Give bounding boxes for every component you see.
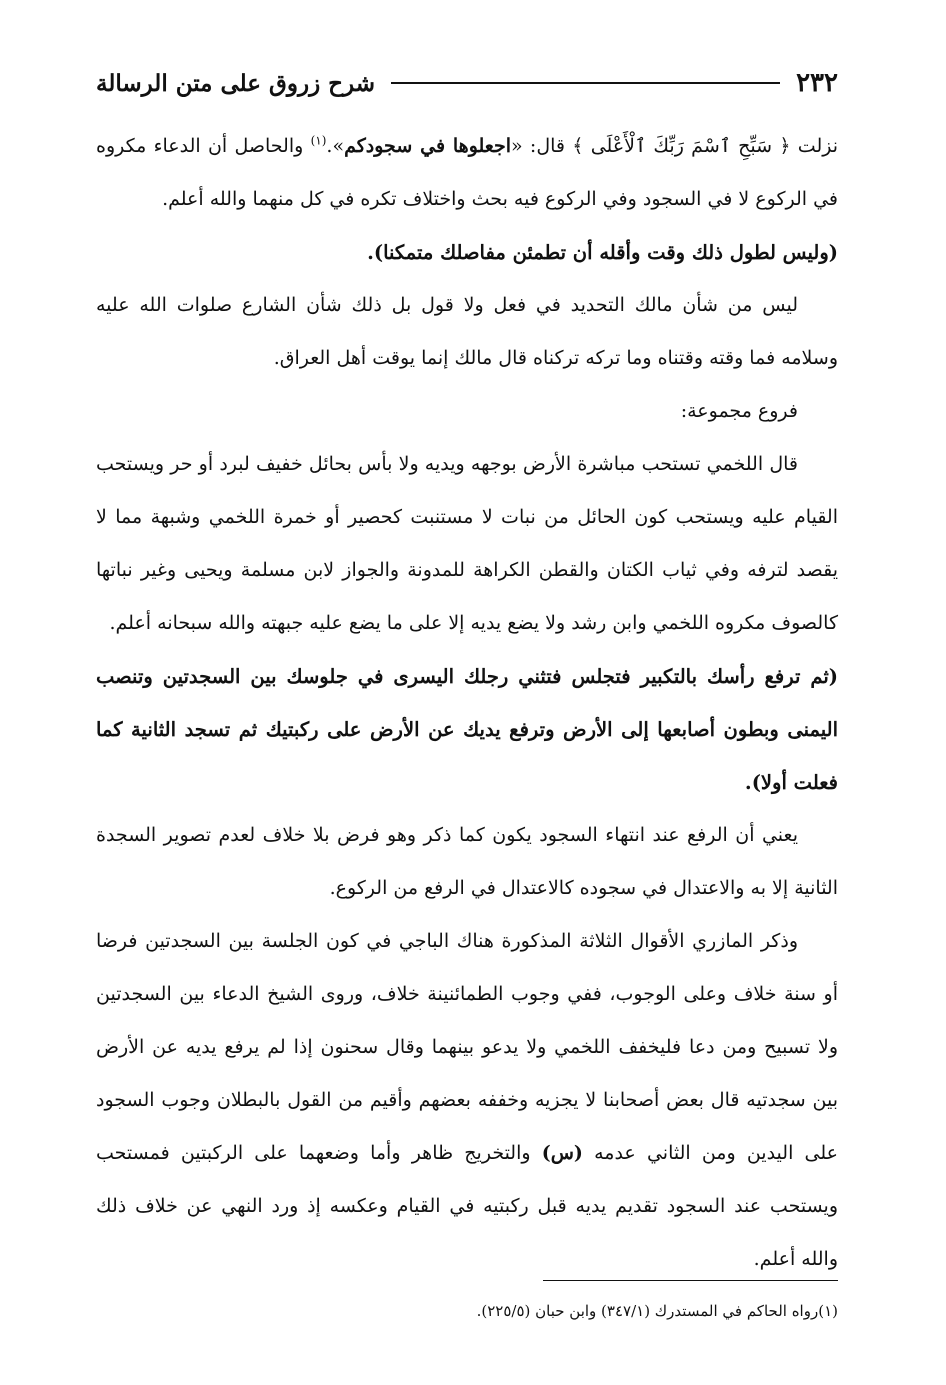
matn-text-1: (وليس لطول ذلك وقت وأقله أن تطمئن مفاصلك متمكنا).	[367, 241, 838, 264]
paragraph-mazari	[96, 915, 838, 1286]
body-text	[96, 120, 838, 1286]
book-title: شرح زروق على متن الرسالة	[96, 69, 375, 97]
page-number: ٢٣٢	[796, 68, 838, 98]
paragraph-malik-timing: ليس من شأن مالك التحديد في فعل ولا قول بل ذلك شأن الشارع صلوات الله عليه وسلامه فما وقته وقتناه وما تركه تركناه قال مالك إنما يوقت أهل العراق.	[96, 294, 838, 369]
footnote: (١)رواه الحاكم في المستدرك (٣٤٧/١) وابن حبان (٢٢٥/٥).	[476, 1302, 838, 1320]
paragraph-1-close: ».	[326, 135, 345, 157]
header-rule	[391, 82, 780, 84]
paragraph-1-start: نزلت ﴿ سَبِّحِ ٱسْمَ رَبِّكَ ٱلْأَعْلَى ﴾ قال: «	[511, 135, 839, 157]
paragraph-1-rest: والحاصل أن الدعاء مكروه في الركوع لا في السجود وفي الركوع فيه بحث واختلاف تكره في كل منهما والله أعلم.	[96, 135, 838, 210]
footnote-reference: (١)	[310, 133, 327, 148]
hadith-quote: اجعلوها في سجودكم	[344, 135, 511, 157]
matn-text-2: (ثم ترفع رأسك بالتكبير فتجلس فتثني رجلك اليسرى في جلوسك بين السجدتين وتنصب اليمنى وبطون أصابعها إلى الأرض وترفع يديك عن الأرض على ركبتيك ثم تسجد الثانية كما فعلت أولا).	[96, 665, 838, 794]
paragraph-lakhmi: قال اللخمي تستحب مباشرة الأرض بوجهه ويديه ولا بأس بحائل خفيف لبرد أو حر ويستحب القيام عليه ويستحب كون الحائل من نبات لا مستنبت كحصير أو خمرة اللخمي وشبهة مما لا يقصد لترفه وفي ثياب الكتان والقطن الكراهة للمدونة والجواز لابن مسلمة ويحيى وغير نباتها كالصوف مكروه اللخمي وابن رشد ولا يضع يديه إلا على ما يضع عليه جبهته والله سبحانه أعلم.	[96, 453, 838, 634]
paragraph-raising-from-sujood: يعني أن الرفع عند انتهاء السجود يكون كما ذكر وهو فرض بلا خلاف لعدم تصوير السجدة الثانية إلا به والاعتدال في سجوده كالاعتدال في الرفع من الركوع.	[96, 824, 838, 899]
running-header	[96, 60, 838, 106]
book-page	[96, 60, 838, 1350]
marker-sin: (س)	[541, 1142, 583, 1164]
paragraph-dua-in-rukoo	[96, 120, 838, 226]
paragraph-6-part-a: وذكر المازري الأقوال الثلاثة المذكورة هناك الباجي في كون الجلسة بين السجدتين فرضا أو سنة خلاف وعلى الوجوب، ففي وجوب الطمائنينة خلاف، وروى الشيخ الدعاء بين السجدتين ولا تسبيح ومن دعا فليخفف اللخمي ولا يدعو بينهما وقال سحنون إذا لم يرفع يديه عن الأرض بين سجدتيه قال بعض أصحابنا لا يجزيه وخففه بعضهم وأقيم من القول بالبطلان وجوب السجود على اليدين ومن الثاني عدمه	[96, 930, 838, 1164]
footnote-rule	[543, 1280, 838, 1281]
section-heading-furoo: فروع مجموعة:	[680, 400, 798, 422]
paragraph-6-part-b: والتخريج ظاهر وأما وضعهما على الركبتين فمستحب ويستحب عند السجود تقديم يديه قبل ركبتيه في القيام وعكسه إذ ورد النهي عن خلاف ذلك والله أعلم.	[96, 1142, 838, 1270]
